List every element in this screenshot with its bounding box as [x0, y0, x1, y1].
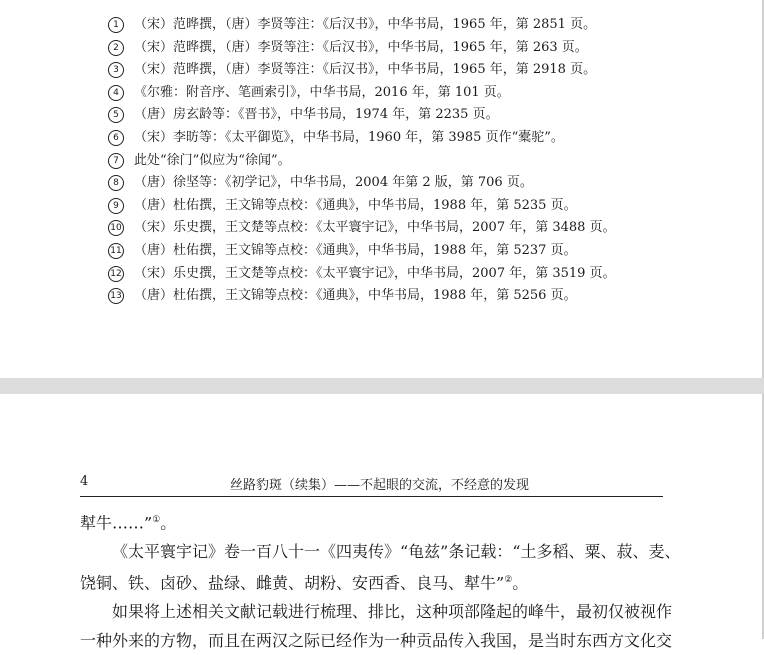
- footnote-item: [108, 263, 616, 286]
- text-line: 犎牛……”①。: [80, 513, 177, 533]
- footnote-number: 2: [108, 40, 124, 56]
- footnote-item: [108, 82, 616, 105]
- footnote-text: （唐）杜佑撰，王文锦等点校：《通典》，中华书局，1988 年，第 5256 页。: [134, 288, 577, 304]
- footnote-item: [108, 14, 616, 37]
- footnote-text: （宋）范晔撰，（唐）李贤等注：《后汉书》，中华书局，1965 年，第 2851 页。: [134, 17, 597, 32]
- footnote-number: 7: [108, 153, 124, 169]
- running-header: [80, 474, 663, 497]
- page-separator: [0, 378, 764, 394]
- footnote-ref[interactable]: ②: [504, 575, 513, 586]
- footnote-item: [108, 195, 616, 218]
- text-line: 饶铜、铁、卤砂、盐绿、雌黄、胡粉、安西香、良马、犎牛”②。: [80, 573, 529, 593]
- footnote-item: [108, 104, 616, 127]
- footnote-item: [108, 172, 616, 195]
- footnote-text: （宋）范晔撰，（唐）李贤等注：《后汉书》，中华书局，1965 年，第 263 页。: [134, 39, 588, 55]
- footnote-text: （唐）杜佑撰，王文锦等点校：《通典》，中华书局，1988 年，第 5237 页。: [134, 242, 577, 258]
- footnote-number: 5: [108, 107, 124, 123]
- page-number: 4: [80, 474, 89, 489]
- footnote-text: （唐）徐坚等：《初学记》，中华书局，2004 年第 2 版，第 706 页。: [134, 175, 533, 191]
- footnote-item: [108, 240, 616, 263]
- footnote-number: 13: [108, 288, 124, 304]
- footnote-number: 3: [108, 62, 124, 78]
- footnote-number: 9: [108, 198, 124, 214]
- footnote-item: [108, 217, 616, 240]
- footnote-text: （宋）范晔撰，（唐）李贤等注：《后汉书》，中华书局，1965 年，第 2918 页。: [134, 62, 597, 78]
- text-line: 一种外来的方物，而且在两汉之际已经作为一种贡品传入我国，是当时东西方文化交: [80, 630, 673, 650]
- footnote-text: （宋）乐史撰，王文楚等点校：《太平寰宇记》，中华书局，2007 年，第 3519 页。: [134, 265, 616, 281]
- footnote-ref[interactable]: ①: [152, 515, 161, 525]
- footnote-text: （宋）李昉等：《太平御览》，中华书局，1960 年，第 3985 页作“橐驼”。: [134, 129, 564, 145]
- footnote-number: 11: [108, 243, 124, 259]
- footnote-number: 12: [108, 266, 124, 282]
- running-title: 丝路豹斑（续集）——不起眼的交流，不经意的发现: [230, 478, 530, 493]
- footnote-item: [108, 37, 616, 60]
- footnote-list: [108, 14, 616, 308]
- footnote-number: 4: [108, 85, 124, 101]
- footnote-item: [108, 285, 616, 308]
- footnote-text: （宋）乐史撰，王文楚等点校：《太平寰宇记》，中华书局，2007 年，第 3488 页。: [134, 220, 616, 236]
- footnote-text: （唐）杜佑撰，王文锦等点校：《通典》，中华书局，1988 年，第 5235 页。: [134, 197, 577, 213]
- lower-page: [0, 394, 764, 650]
- footnote-item: [108, 150, 616, 173]
- footnote-number: 8: [108, 175, 124, 191]
- footnote-number: 1: [108, 17, 124, 33]
- footnote-item: [108, 127, 616, 150]
- footnote-number: 6: [108, 130, 124, 146]
- text-line: 《太平寰宇记》卷一百八十一《四夷传》“龟兹”条记载：“土多稻、粟、菽、麦、: [112, 541, 681, 561]
- footnote-text: 此处“徐门”似应为“徐闻”。: [134, 152, 291, 168]
- footnote-item: [108, 59, 616, 82]
- text-line: 如果将上述相关文献记载进行梳理、排比，这种项部隆起的峰牛，最初仅被视作: [112, 602, 673, 622]
- footnote-number: 10: [108, 220, 124, 236]
- body-text: [80, 506, 681, 655]
- footnote-text: 《尔雅：附音序、笔画索引》，中华书局，2016 年，第 101 页。: [134, 84, 510, 100]
- footnote-text: （唐）房玄龄等：《晋书》，中华书局，1974 年，第 2235 页。: [134, 107, 499, 123]
